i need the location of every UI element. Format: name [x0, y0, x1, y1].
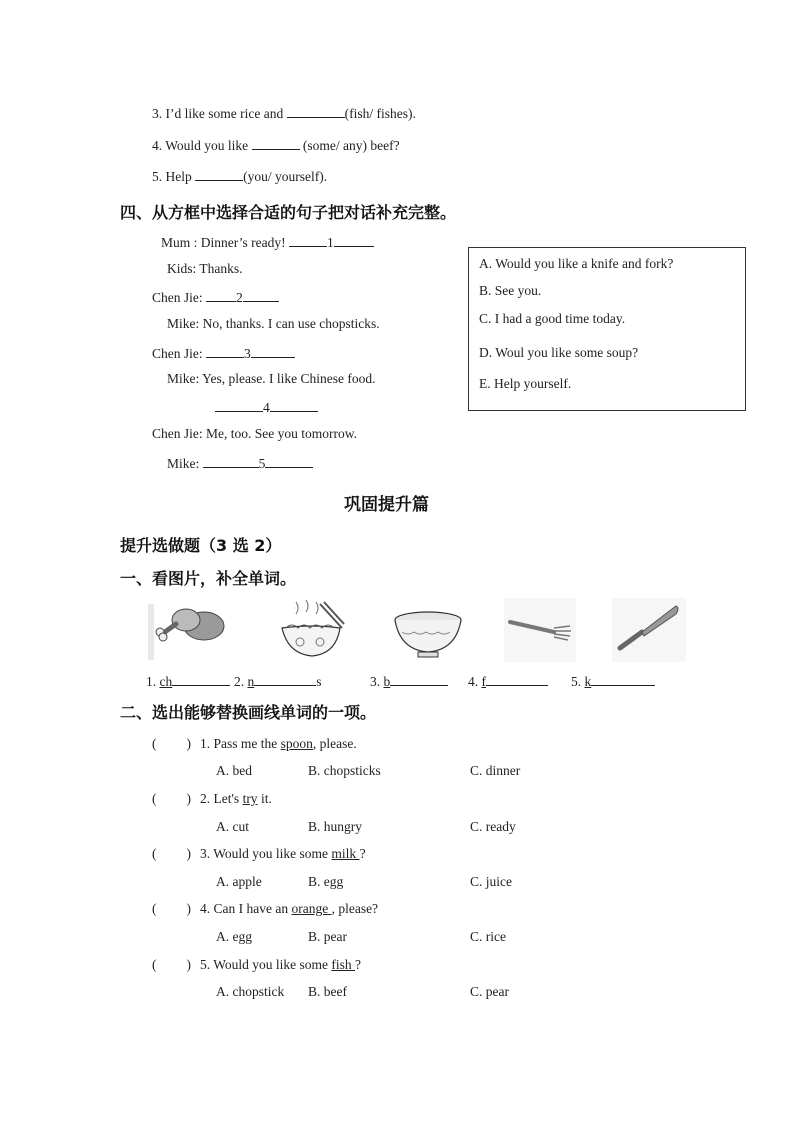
answer-paren[interactable]: ( ) [152, 957, 191, 972]
dialogue-line-6: Mike: Yes, please. I like Chinese food. [167, 371, 376, 386]
choice-c[interactable]: C. ready [470, 819, 516, 834]
underlined-word: milk [331, 846, 360, 861]
choice-b[interactable]: B. hungry [308, 819, 362, 834]
answer-paren[interactable]: ( ) [152, 901, 191, 916]
question-text: 4. Can I have an orange , please? [200, 901, 379, 916]
choice-b[interactable]: B. pear [308, 929, 347, 944]
answer-blank[interactable] [390, 672, 448, 686]
choice-c[interactable]: C. juice [470, 874, 512, 889]
dialogue-line-5: Chen Jie: 3 [152, 344, 295, 362]
answer-blank[interactable] [591, 672, 655, 686]
answer-blank[interactable] [172, 672, 230, 686]
underlined-word: fish [331, 957, 356, 972]
dialogue-line-4: Mike: No, thanks. I can use chopsticks. [167, 316, 380, 331]
underlined-word: orange [291, 901, 332, 916]
choice-b[interactable]: B. chopsticks [308, 763, 381, 778]
answer-blank[interactable] [206, 344, 244, 358]
choice-b[interactable]: B. beef [308, 984, 347, 999]
dialogue-line-7: 4 [215, 398, 318, 416]
fill-item-3: 3. I’d like some rice and (fish/ fishes). [152, 106, 416, 121]
word-item-3: 3. b [370, 672, 448, 690]
option-b: B. See you. [479, 283, 542, 298]
answer-blank[interactable] [203, 454, 259, 468]
center-title: 巩固提升篇 [344, 495, 429, 515]
word-item-5: 5. k [571, 672, 655, 690]
dialogue-line-3: Chen Jie: 2 [152, 288, 279, 306]
dialogue-line-8: Chen Jie: Me, too. See you tomorrow. [152, 426, 357, 441]
underlined-word: try [242, 791, 258, 806]
fork-picture [504, 598, 576, 662]
answer-paren[interactable]: ( ) [152, 791, 191, 806]
section1-title: 一、看图片，补全单词。 [120, 569, 297, 588]
answer-blank[interactable] [486, 672, 548, 686]
choice-c[interactable]: C. rice [470, 929, 506, 944]
option-a: A. Would you like a knife and fork? [479, 256, 674, 271]
word-item-1: 1. ch [146, 672, 230, 690]
section4-title: 四、从方框中选择合适的句子把对话补充完整。 [120, 203, 457, 222]
answer-blank[interactable] [243, 288, 279, 302]
fill-item-5: 5. Help (you/ yourself). [152, 169, 328, 184]
question-text: 1. Pass me the spoon, please. [200, 736, 357, 751]
chicken-leg-picture [148, 598, 228, 662]
answer-blank[interactable] [195, 167, 243, 181]
question-text: 2. Let's try it. [200, 791, 272, 806]
question-text: 3. Would you like some milk ? [200, 846, 366, 861]
option-c: C. I had a good time today. [479, 311, 626, 326]
choice-a[interactable]: A. egg [216, 929, 252, 944]
choice-a[interactable]: A. apple [216, 874, 262, 889]
dialogue-line-2: Kids: Thanks. [167, 261, 243, 276]
question-text: 5. Would you like some fish ? [200, 957, 362, 972]
answer-blank[interactable] [265, 454, 313, 468]
choice-a[interactable]: A. bed [216, 763, 252, 778]
knife-picture [612, 598, 686, 662]
choice-c[interactable]: C. dinner [470, 763, 521, 778]
fill-item-4: 4. Would you like (some/ any) beef? [152, 138, 400, 153]
option-e: E. Help yourself. [479, 376, 572, 391]
noodles-bowl-picture [274, 598, 350, 662]
underlined-word: spoon [280, 736, 313, 751]
answer-blank[interactable] [270, 398, 318, 412]
dialogue-line-9: Mike: 5 [167, 454, 313, 472]
answer-paren[interactable]: ( ) [152, 736, 191, 751]
options-box [468, 247, 746, 411]
answer-blank[interactable] [215, 398, 263, 412]
word-item-4: 4. f [468, 672, 548, 690]
bowl-picture [392, 598, 464, 662]
answer-blank[interactable] [206, 288, 236, 302]
section2-title: 二、选出能够替换画线单词的一项。 [120, 703, 377, 722]
answer-blank[interactable] [254, 672, 316, 686]
word-item-2: 2. n s [234, 674, 322, 689]
answer-blank[interactable] [251, 344, 295, 358]
answer-blank[interactable] [252, 136, 300, 150]
answer-blank[interactable] [334, 233, 374, 247]
answer-paren[interactable]: ( ) [152, 846, 191, 861]
choice-b[interactable]: B. egg [308, 874, 344, 889]
answer-blank[interactable] [287, 104, 345, 118]
option-d: D. Woul you like some soup? [479, 345, 639, 360]
answer-blank[interactable] [289, 233, 327, 247]
choice-a[interactable]: A. chopstick [216, 984, 285, 999]
optional-title: 提升选做题（3 选 2） [120, 536, 282, 555]
choice-c[interactable]: C. pear [470, 984, 509, 999]
dialogue-line-1: Mum : Dinner’s ready! 1 [161, 233, 374, 251]
choice-a[interactable]: A. cut [216, 819, 249, 834]
